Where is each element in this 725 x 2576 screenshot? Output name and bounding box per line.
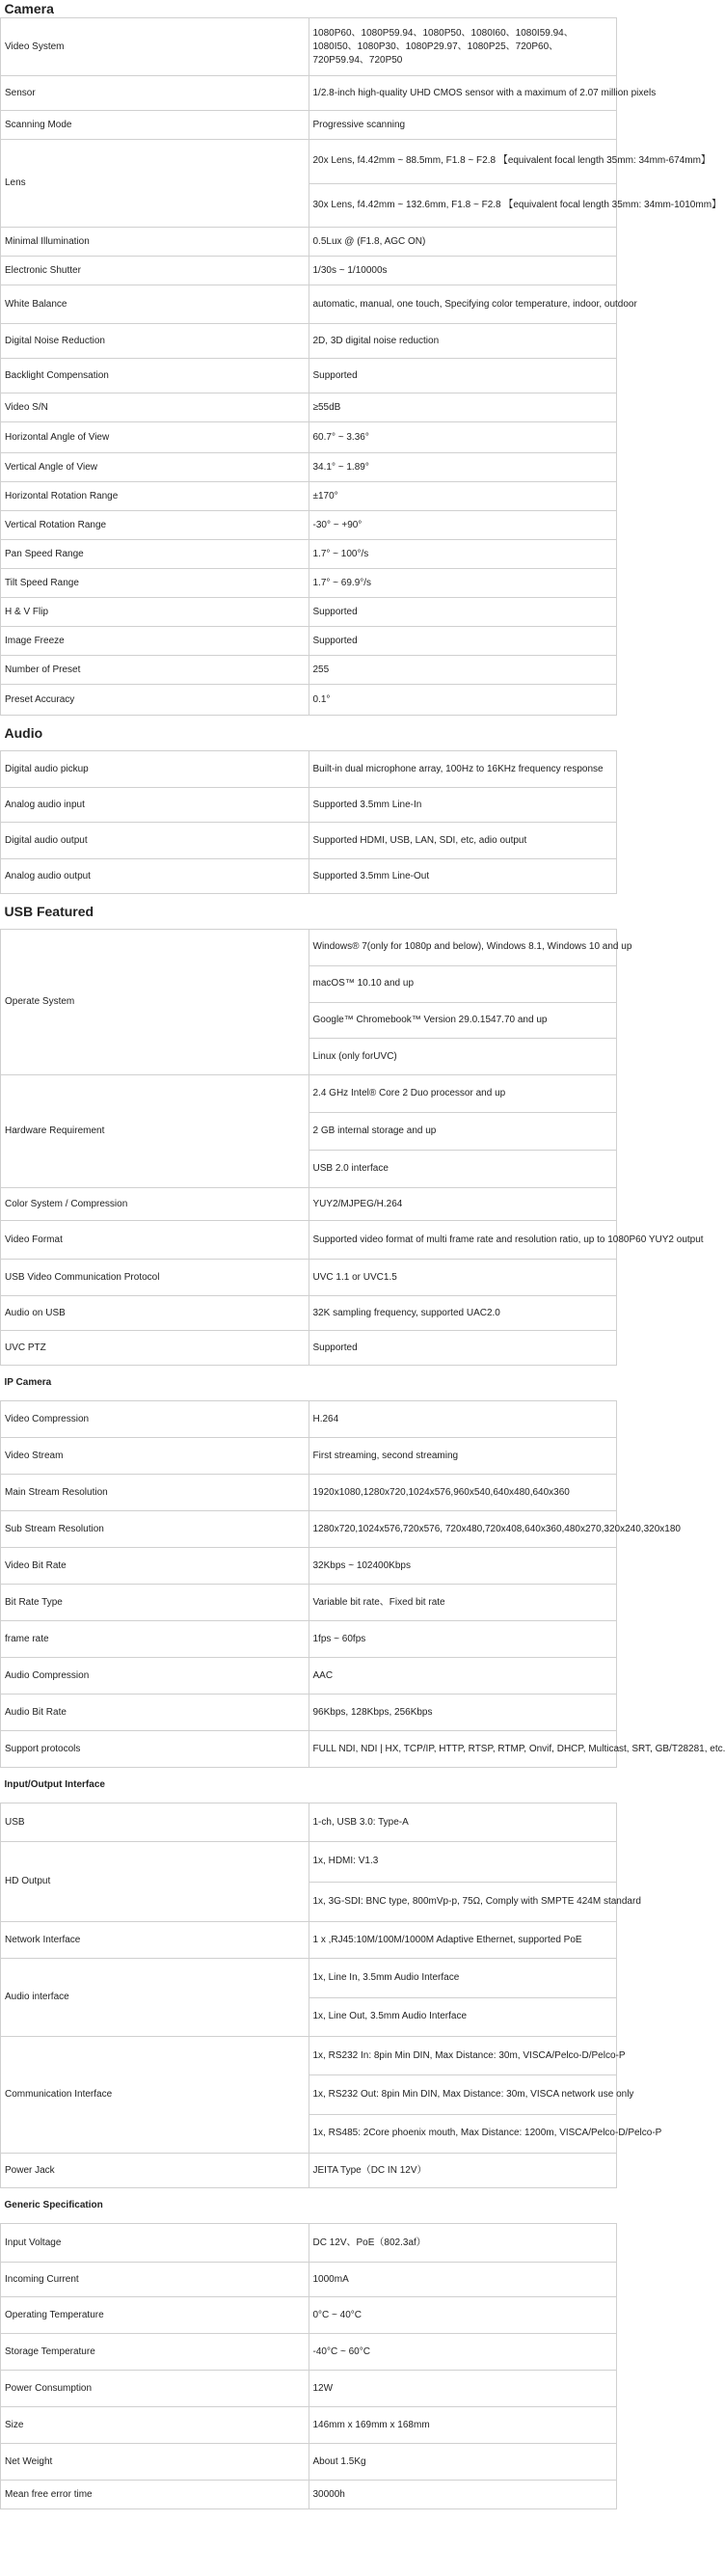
spec-value: UVC 1.1 or UVC1.5 — [309, 1260, 617, 1296]
section-header-row — [1, 2188, 617, 2224]
spec-row — [1, 1438, 617, 1475]
spec-value-line: Google™ Chromebook™ Version 29.0.1547.70 and up — [309, 1002, 617, 1039]
spec-value — [309, 1959, 617, 2037]
spec-value: 1/30s ~ 1/10000s — [309, 257, 617, 285]
spec-value: About 1.5Kg — [309, 2444, 617, 2481]
spec-label: Audio on USB — [1, 1296, 309, 1331]
spec-row — [1, 2297, 617, 2334]
spec-value-line: macOS™ 10.10 and up — [309, 965, 617, 1002]
spec-value: 60.7° ~ 3.36° — [309, 422, 617, 453]
spec-row — [1, 788, 617, 823]
spec-value: H.264 — [309, 1401, 617, 1438]
spec-row — [1, 2407, 617, 2444]
spec-value: Supported video format of multi frame rate and resolution ratio, up to 1080P60 YUY2 output — [309, 1221, 617, 1260]
spec-row — [1, 511, 617, 540]
spec-row — [1, 228, 617, 257]
spec-row — [1, 2371, 617, 2407]
spec-value: 1.7° ~ 100°/s — [309, 540, 617, 569]
spec-label: Horizontal Angle of View — [1, 422, 309, 453]
spec-row — [1, 930, 617, 1075]
spec-row — [1, 656, 617, 685]
section-header-row — [1, 1366, 617, 1401]
spec-value: 1/2.8-inch high-quality UHD CMOS sensor with a maximum of 2.07 million pixels — [309, 76, 617, 111]
spec-value — [309, 2037, 662, 2154]
spec-value-line: 1x, Line In, 3.5mm Audio Interface — [312, 1971, 460, 1983]
spec-value: Supported — [309, 1331, 617, 1366]
spec-value: 1280x720,1024x576,720x576, 720x480,720x408,640x360,480x270,320x240,320x180 — [309, 1511, 617, 1548]
section-header-row — [1, 894, 617, 930]
section-title: USB Featured — [4, 904, 94, 919]
spec-row — [1, 359, 617, 393]
spec-label: Bit Rate Type — [1, 1585, 309, 1621]
spec-row — [1, 598, 617, 627]
spec-value: Supported — [309, 359, 617, 393]
section-title: Generic Specification — [4, 2200, 103, 2210]
spec-row — [1, 1548, 617, 1585]
spec-value — [309, 1075, 617, 1188]
spec-value-line: 1x, RS232 Out: 8pin Min DIN, Max Distance: 30m, VISCA network use only — [309, 2074, 617, 2113]
spec-value: 96Kbps, 128Kbps, 256Kbps — [309, 1695, 617, 1731]
spec-label: Sub Stream Resolution — [1, 1511, 309, 1548]
spec-value: 1-ch, USB 3.0: Type-A — [309, 1803, 617, 1842]
spec-label: Communication Interface — [1, 2037, 309, 2154]
spec-value-line: 1x, RS485: 2Core phoenix mouth, Max Distance: 1200m, VISCA/Pelco-D/Pelco-P — [309, 2114, 617, 2153]
section-title: Camera — [4, 1, 54, 16]
spec-row — [1, 685, 617, 716]
section-header-row — [1, 0, 617, 18]
spec-label: H & V Flip — [1, 598, 309, 627]
spec-label: Sensor — [1, 76, 309, 111]
spec-value: 34.1° ~ 1.89° — [309, 453, 617, 482]
spec-value: AAC — [309, 1658, 617, 1695]
spec-row — [1, 1621, 617, 1658]
spec-row — [1, 76, 617, 111]
spec-label: Backlight Compensation — [1, 359, 309, 393]
spec-label: HD Output — [1, 1842, 309, 1922]
spec-row — [1, 2444, 617, 2481]
spec-row — [1, 324, 617, 359]
spec-row — [1, 1842, 617, 1922]
spec-row — [1, 2334, 617, 2371]
spec-value-line: 1x, HDMI: V1.3 — [312, 1856, 379, 1867]
spec-value: 1.7° ~ 69.9°/s — [309, 569, 617, 598]
spec-value: 32Kbps ~ 102400Kbps — [309, 1548, 617, 1585]
spec-row — [1, 1585, 617, 1621]
spec-label: Incoming Current — [1, 2263, 309, 2297]
spec-label: Size — [1, 2407, 309, 2444]
spec-label: Analog audio output — [1, 859, 309, 894]
spec-value-line: Linux (only forUVC) — [309, 1038, 617, 1074]
spec-label: Main Stream Resolution — [1, 1475, 309, 1511]
spec-label: Audio Bit Rate — [1, 1695, 309, 1731]
spec-value-line: 1x, Line Out, 3.5mm Audio Interface — [309, 1997, 617, 2037]
section-title: Audio — [4, 725, 43, 741]
spec-row — [1, 1075, 617, 1188]
spec-value: JEITA Type（DC IN 12V） — [309, 2154, 617, 2188]
spec-row — [1, 285, 617, 324]
spec-label: Analog audio input — [1, 788, 309, 823]
spec-row — [1, 1296, 617, 1331]
spec-label: Power Jack — [1, 2154, 309, 2188]
spec-label: USB Video Communication Protocol — [1, 1260, 309, 1296]
spec-value: automatic, manual, one touch, Specifying color temperature, indoor, outdoor — [309, 285, 617, 324]
spec-label: Lens — [1, 140, 309, 228]
spec-value: 1920x1080,1280x720,1024x576,960x540,640x480,640x360 — [309, 1475, 617, 1511]
spec-label: Image Freeze — [1, 627, 309, 656]
spec-value: 30000h — [309, 2481, 617, 2509]
spec-row — [1, 2481, 617, 2509]
spec-label: frame rate — [1, 1621, 309, 1658]
spec-label: Vertical Angle of View — [1, 453, 309, 482]
spec-value: Supported 3.5mm Line-In — [309, 788, 617, 823]
spec-value: 255 — [309, 656, 617, 685]
spec-row — [1, 2154, 617, 2188]
spec-row — [1, 257, 617, 285]
spec-value-line: 2.4 GHz Intel® Core 2 Duo processor and up — [312, 1088, 506, 1098]
spec-value: 32K sampling frequency, supported UAC2.0 — [309, 1296, 617, 1331]
spec-value: 0.1° — [309, 685, 617, 716]
spec-row — [1, 453, 617, 482]
spec-row — [1, 111, 617, 140]
spec-row — [1, 1658, 617, 1695]
spec-value-line: USB 2.0 interface — [309, 1150, 617, 1187]
spec-value — [309, 1842, 641, 1922]
spec-row — [1, 1731, 617, 1768]
spec-value-line: 1x, RS232 In: 8pin Min DIN, Max Distance: 30m, VISCA/Pelco-D/Pelco-P — [312, 2049, 626, 2061]
spec-label: Network Interface — [1, 1922, 309, 1959]
spec-row — [1, 2224, 617, 2263]
section-header-row — [1, 716, 617, 751]
spec-label: Support protocols — [1, 1731, 309, 1768]
spec-value-line: Windows® 7(only for 1080p and below), Windows 8.1, Windows 10 and up — [312, 941, 632, 953]
spec-value — [309, 140, 722, 228]
spec-label: Storage Temperature — [1, 2334, 309, 2371]
spec-row — [1, 823, 617, 859]
spec-value: -40°C ~ 60°C — [309, 2334, 617, 2371]
spec-value: Supported — [309, 627, 617, 656]
spec-row — [1, 1695, 617, 1731]
spec-label: White Balance — [1, 285, 309, 324]
spec-row — [1, 859, 617, 894]
spec-value — [309, 930, 632, 1075]
spec-row — [1, 2263, 617, 2297]
spec-row — [1, 1511, 617, 1548]
spec-label: Pan Speed Range — [1, 540, 309, 569]
spec-value: 1080P60、1080P59.94、1080P50、1080I60、1080I59.94、1080I50、1080P30、1080P29.97、1080P25、720P60、720P59.94、720P50 — [309, 18, 617, 76]
spec-row — [1, 627, 617, 656]
spec-value: Variable bit rate、Fixed bit rate — [309, 1585, 617, 1621]
spec-value: 1fps ~ 60fps — [309, 1621, 617, 1658]
spec-label: Electronic Shutter — [1, 257, 309, 285]
spec-label: Video Stream — [1, 1438, 309, 1475]
spec-label: Digital Noise Reduction — [1, 324, 309, 359]
spec-label: Operating Temperature — [1, 2297, 309, 2334]
spec-row — [1, 1331, 617, 1366]
spec-label: Video Format — [1, 1221, 309, 1260]
spec-label: Video Compression — [1, 1401, 309, 1438]
spec-value: 146mm x 169mm x 168mm — [309, 2407, 617, 2444]
spec-label: Input Voltage — [1, 2224, 309, 2263]
spec-value: Supported HDMI, USB, LAN, SDI, etc, adio output — [309, 823, 617, 859]
spec-value: ±170° — [309, 482, 617, 511]
spec-label: Audio Compression — [1, 1658, 309, 1695]
spec-label: Video System — [1, 18, 309, 76]
spec-row — [1, 540, 617, 569]
section-title: IP Camera — [4, 1377, 52, 1388]
spec-label: Audio interface — [1, 1959, 309, 2037]
spec-label: USB — [1, 1803, 309, 1842]
spec-row — [1, 751, 617, 788]
spec-value-line: 20x Lens, f4.42mm ~ 88.5mm, F1.8 ~ F2.8 【equivalent focal length 35mm: 34mm-674mm】 — [312, 155, 711, 167]
spec-value: YUY2/MJPEG/H.264 — [309, 1188, 617, 1221]
spec-label: Number of Preset — [1, 656, 309, 685]
spec-row — [1, 1188, 617, 1221]
spec-row — [1, 1260, 617, 1296]
spec-label: Power Consumption — [1, 2371, 309, 2407]
spec-label: Mean free error time — [1, 2481, 309, 2509]
spec-label: Preset Accuracy — [1, 685, 309, 716]
spec-row — [1, 1803, 617, 1842]
spec-label: Vertical Rotation Range — [1, 511, 309, 540]
spec-label: Tilt Speed Range — [1, 569, 309, 598]
spec-value: Supported 3.5mm Line-Out — [309, 859, 617, 894]
spec-label: Operate System — [1, 930, 309, 1075]
spec-row — [1, 1922, 617, 1959]
spec-label: Video S/N — [1, 393, 309, 422]
spec-value: 12W — [309, 2371, 617, 2407]
spec-value-line: 30x Lens, f4.42mm ~ 132.6mm, F1.8 ~ F2.8 【equivalent focal length 35mm: 34mm-1010mm】 — [309, 183, 617, 228]
section-title: Input/Output Interface — [4, 1779, 105, 1790]
spec-label: UVC PTZ — [1, 1331, 309, 1366]
spec-value: 0°C ~ 40°C — [309, 2297, 617, 2334]
spec-value: Progressive scanning — [309, 111, 617, 140]
spec-row — [1, 1401, 617, 1438]
spec-row — [1, 569, 617, 598]
spec-row — [1, 140, 617, 228]
spec-label: Horizontal Rotation Range — [1, 482, 309, 511]
spec-row — [1, 393, 617, 422]
spec-label: Digital audio output — [1, 823, 309, 859]
spec-value: Supported — [309, 598, 617, 627]
spec-value: First streaming, second streaming — [309, 1438, 617, 1475]
spec-label: Color System / Compression — [1, 1188, 309, 1221]
spec-value: -30° ~ +90° — [309, 511, 617, 540]
spec-row — [1, 2037, 617, 2154]
spec-label: Minimal Illumination — [1, 228, 309, 257]
spec-value: DC 12V、PoE（802.3af） — [309, 2224, 617, 2263]
spec-label: Video Bit Rate — [1, 1548, 309, 1585]
spec-value: 2D, 3D digital noise reduction — [309, 324, 617, 359]
spec-value: 0.5Lux @ (F1.8, AGC ON) — [309, 228, 617, 257]
spec-label: Scanning Mode — [1, 111, 309, 140]
spec-value: Built-in dual microphone array, 100Hz to 16KHz frequency response — [309, 751, 617, 788]
spec-value-line: 2 GB internal storage and up — [309, 1112, 617, 1150]
section-header-row — [1, 1768, 617, 1803]
spec-row — [1, 1475, 617, 1511]
spec-value: FULL NDI, NDI | HX, TCP/IP, HTTP, RTSP, RTMP, Onvif, DHCP, Multicast, SRT, GB/T28281, etc. — [309, 1731, 617, 1768]
spec-value: 1000mA — [309, 2263, 617, 2297]
spec-row — [1, 1959, 617, 2037]
spec-value-line: 1x, 3G-SDI: BNC type, 800mVp-p, 75Ω, Comply with SMPTE 424M standard — [309, 1882, 617, 1922]
spec-value: 1 x ,RJ45:10M/100M/1000M Adaptive Ethernet, supported PoE — [309, 1922, 617, 1959]
spec-label: Digital audio pickup — [1, 751, 309, 788]
spec-label: Net Weight — [1, 2444, 309, 2481]
spec-label: Hardware Requirement — [1, 1075, 309, 1188]
spec-row — [1, 482, 617, 511]
spec-row — [1, 1221, 617, 1260]
spec-value: ≥55dB — [309, 393, 617, 422]
spec-row — [1, 18, 617, 76]
spec-row — [1, 422, 617, 453]
